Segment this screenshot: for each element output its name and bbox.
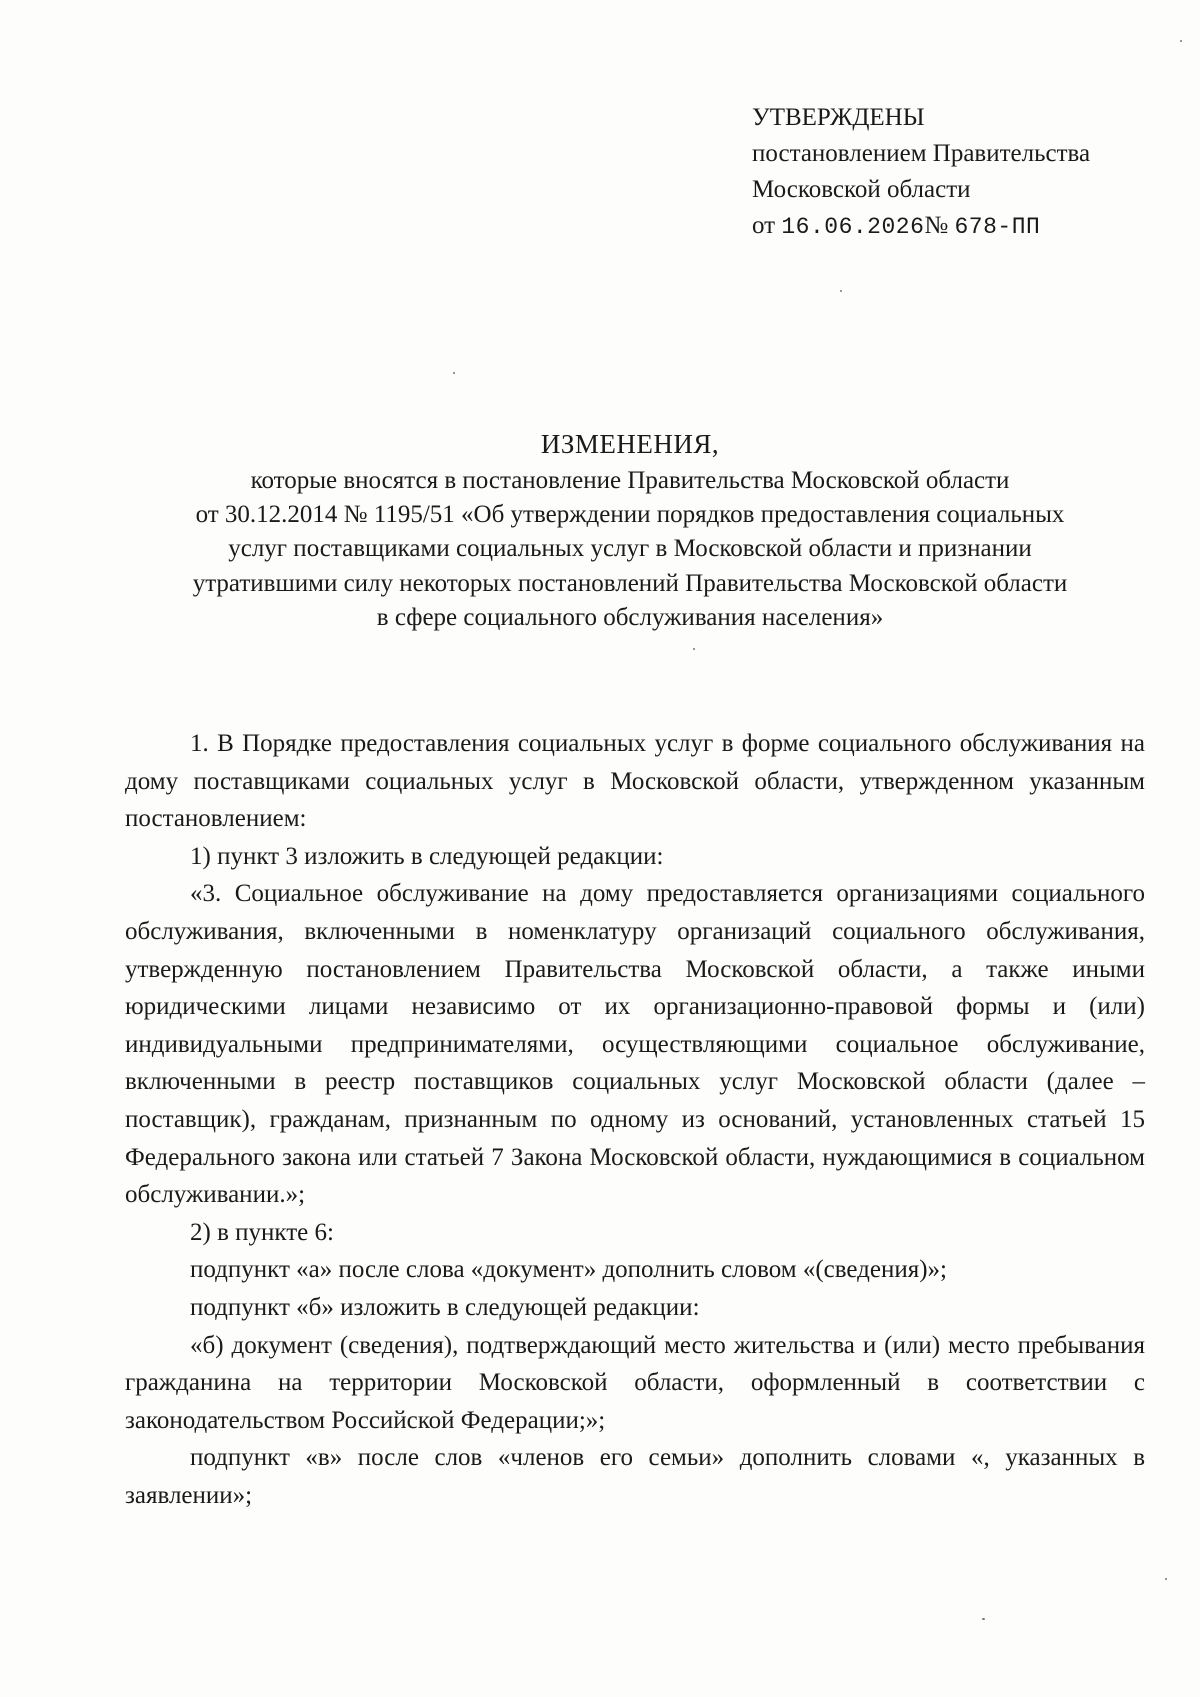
body-paragraph: 1) пункт 3 изложить в следующей редакции:: [190, 842, 664, 870]
approval-region-line: Московской области: [752, 176, 971, 203]
approval-number-sign: №: [924, 212, 949, 239]
title-line: утратившими силу некоторых постановлений Правительства Московской области: [192, 569, 1068, 597]
scan-speck: [982, 1618, 985, 1620]
body-paragraph: «3. Социальное обслуживание на дому предоставляется организациями социального обслуживания, включенными в номенклатуру организаций социального обслуживания, утвержденную постановлением Правительства Московской области, а также иными юридическими лицами независимо от их организационно-правовой формы и (или) индивидуальными предпринимателями, осуществляющими социальное обслуживание, включенными в реестр поставщиков социальных услуг Московской области (далее – поставщик), гражданам, признанным по одному из оснований, установленных статьей 15 Федерального закона или статьей 7 Закона Московской области, нуждающимися в социальном обслуживании.»;: [125, 880, 1145, 1209]
approval-heading: УТВЕРЖДЕНЫ: [752, 104, 925, 131]
title-line: в сфере социального обслуживания населения»: [376, 603, 884, 631]
approval-date: 16.06.2026: [781, 214, 925, 240]
body-paragraph: подпункт «а» после слова «документ» дополнить словом «(сведения)»;: [190, 1256, 948, 1284]
title-line: от 30.12.2014 № 1195/51 «Об утверждении порядков предоставления социальных: [195, 501, 1065, 529]
approval-number: 678-ПП: [954, 214, 1041, 240]
approval-block: [752, 100, 1152, 245]
scan-speck: [840, 290, 842, 292]
body-paragraph: подпункт «в» после слов «членов его семьи» дополнить словами «, указанных в заявлении»;: [125, 1444, 1145, 1509]
document-title-block: [130, 424, 1130, 635]
title-line: которые вносятся в постановление Правительства Московской области: [250, 467, 1010, 494]
scan-speck: [453, 372, 455, 374]
body-paragraph: «б) документ (сведения), подтверждающий место жительства и (или) место пребывания гражданина на территории Московской области, оформленный в соответствии с законодательством Российской Федерации;»;: [125, 1331, 1145, 1434]
scan-speck: [1165, 1578, 1167, 1580]
approval-resolution-line: постановлением Правительства: [752, 140, 1091, 167]
approval-date-line: [752, 208, 1152, 245]
scan-speck: [693, 648, 695, 650]
body-paragraph: 2) в пункте 6:: [190, 1218, 334, 1246]
scan-speck: [1180, 40, 1182, 42]
body-paragraph: подпункт «б» изложить в следующей редакции:: [190, 1293, 700, 1321]
document-body: [125, 725, 1145, 1514]
body-paragraph: 1. В Порядке предоставления социальных услуг в форме социального обслуживания на дому поставщиками социальных услуг в Московской области, утвержденном указанным постановлением:: [125, 730, 1145, 833]
document-heading: ИЗМЕНЕНИЯ,: [540, 429, 720, 459]
approval-date-prefix: от: [752, 212, 776, 239]
title-line: услуг поставщиками социальных услуг в Московской области и признании: [228, 535, 1032, 563]
